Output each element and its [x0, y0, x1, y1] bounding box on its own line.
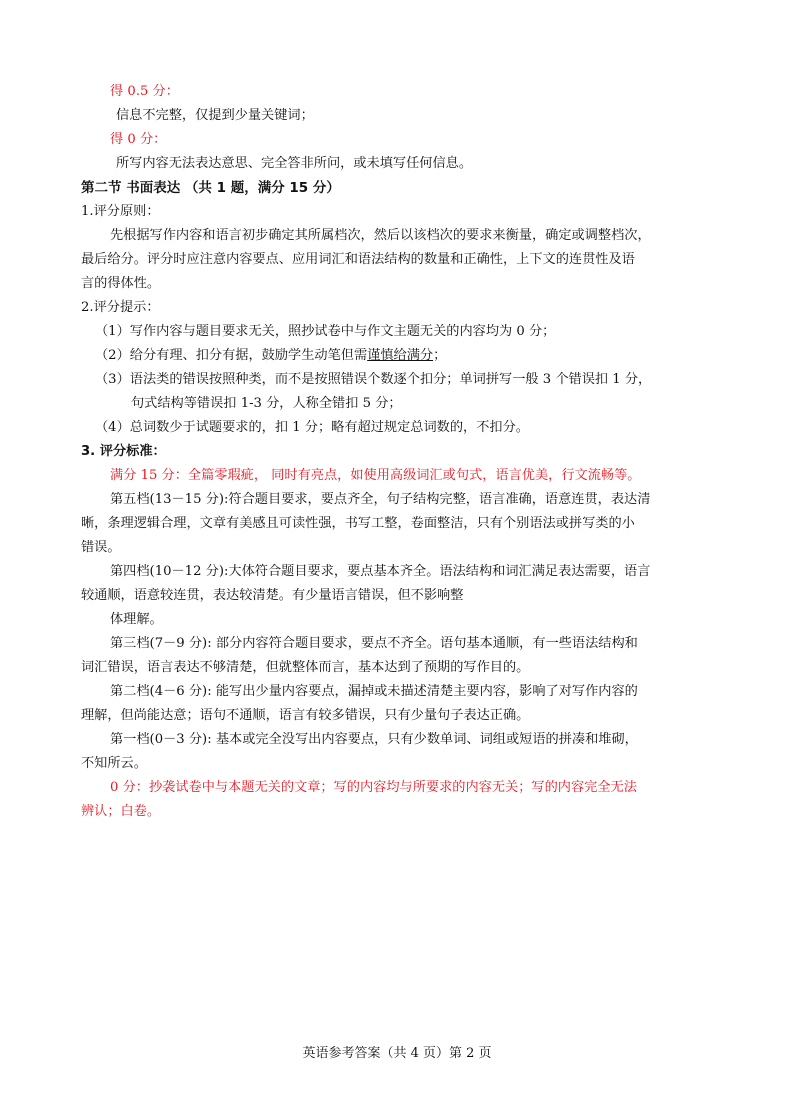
tip-2-suffix: ； [433, 348, 447, 363]
full-score-criteria: 满分 15 分：全篇零瑕疵， 同时有亮点，如使用高级词汇或句式，语言优美，行文流畅等。 [110, 468, 641, 483]
score-05-desc: 信息不完整，仅提到少量关键词； [116, 108, 314, 123]
standards-heading: 3. 评分标准： [81, 444, 166, 459]
tip-2-underlined: 谨慎给满分 [367, 348, 434, 363]
score-0-label: 得 0 分： [110, 132, 167, 147]
band-4-line: 较通顺，语意较连贯，表达较清楚。有少量语言错误，但不影响整 [81, 588, 464, 603]
principles-heading: 1.评分原则： [81, 204, 160, 219]
band-5-line: 晰，条理逻辑合理，文章有美感且可读性强，书写工整，卷面整洁，只有个别语法或拼写类的小 [81, 516, 635, 531]
page-footer: 英语参考答案（共 4 页）第 2 页 [302, 1046, 492, 1061]
principles-line: 最后给分。评分时应注意内容要点、应用词汇和语法结构的数量和正确性，上下文的连贯性及语 [81, 252, 635, 267]
score-0-desc: 所写内容无法表达意思、完全答非所问，或未填写任何信息。 [116, 156, 473, 171]
tip-2 [95, 346, 446, 366]
tips-heading: 2.评分提示： [81, 300, 160, 315]
band-1-line: 第一档(0－3 分): 基本或完全没写出内容要点，只有少数单词、词组或短语的拼凑和堆砌， [110, 732, 638, 747]
section-heading: 第二节 书面表达 （共 1 题，满分 15 分） [81, 180, 340, 196]
band-2-line: 第二档(4－6 分): 能写出少量内容要点，漏掉或未描述清楚主要内容，影响了对写作内容的 [110, 684, 638, 699]
band-3-line: 第三档(7－9 分): 部分内容符合题目要求，要点不齐全。语句基本通顺，有一些语法结构和 [110, 636, 638, 651]
band-5-line: 错误。 [81, 540, 121, 555]
band-4-line: 第四档(10－12 分):大体符合题目要求，要点基本齐全。语法结构和词汇满足表达需要，语言 [110, 564, 651, 579]
zero-score-line: 辨认；白卷。 [81, 804, 161, 819]
band-3-line: 词汇错误，语言表达不够清楚，但就整体而言，基本达到了预期的写作目的。 [81, 660, 530, 675]
score-05-label: 得 0.5 分： [110, 84, 179, 99]
tip-3-line-2: 句式结构等错误扣 1-3 分，人称全错扣 5 分； [131, 396, 402, 411]
tip-4: （4）总词数少于试题要求的，扣 1 分；略有超过规定总词数的，不扣分。 [95, 420, 529, 435]
band-2-line: 理解，但尚能达意；语句不通顺，语言有较多错误，只有少量句子表达正确。 [81, 708, 530, 723]
principles-line: 言的得体性。 [81, 276, 161, 291]
tip-2-prefix: （2）给分有理、扣分有据，鼓励学生动笔但需 [95, 348, 368, 363]
band-4-line: 体理解。 [110, 612, 163, 627]
principles-line: 先根据写作内容和语言初步确定其所属档次，然后以该档次的要求来衡量，确定或调整档次， [110, 228, 651, 243]
tip-3-line-1: （3）语法类的错误按照种类，而不是按照错误个数逐个扣分；单词拼写一般 3 个错误扣 1 分， [95, 372, 652, 387]
tip-1: （1）写作内容与题目要求无关，照抄试卷中与作文主题无关的内容均为 0 分； [95, 324, 556, 339]
band-5-line: 第五档(13－15 分):符合题目要求，要点齐全，句子结构完整，语言准确，语意连贯，表达清 [110, 492, 651, 507]
band-1-line: 不知所云。 [81, 756, 147, 771]
zero-score-line: 0 分：抄袭试卷中与本题无关的文章；写的内容均与所要求的内容无关；写的内容完全无法 [110, 780, 637, 795]
